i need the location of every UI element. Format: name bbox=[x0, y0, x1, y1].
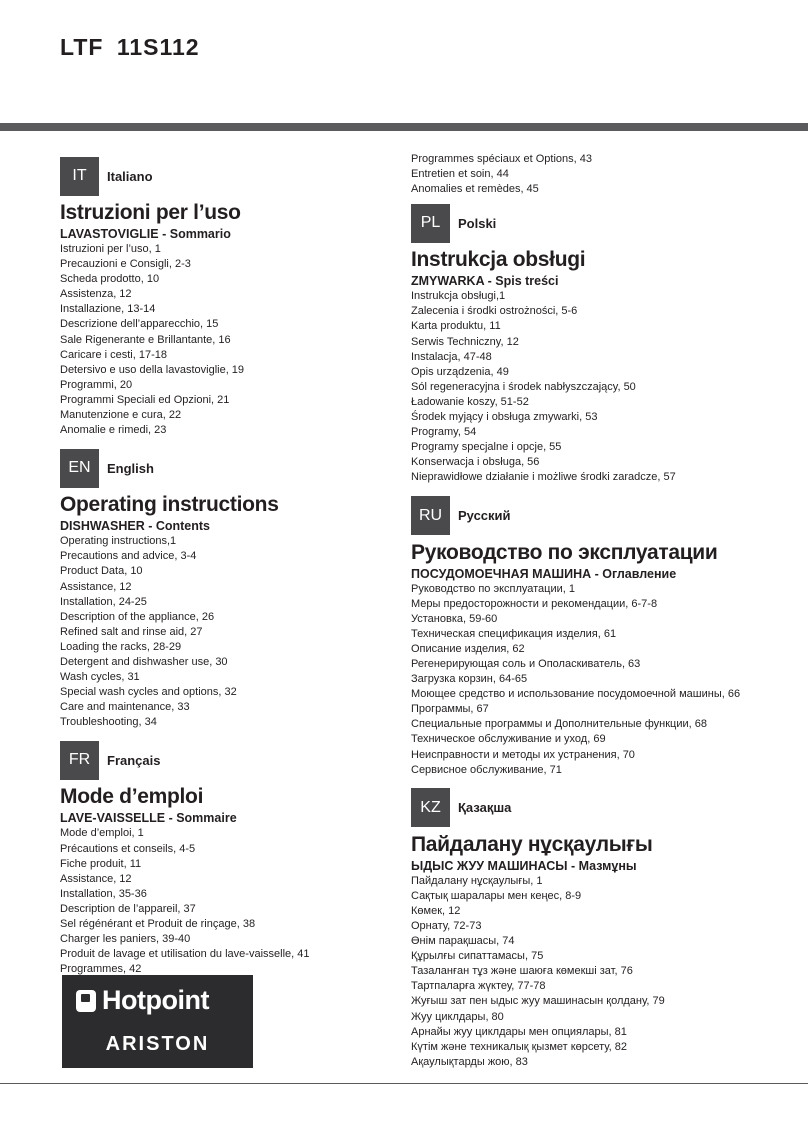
language-header bbox=[60, 448, 450, 488]
contents-item: Sale Rigenerante e Brillantante, 16 bbox=[60, 333, 231, 346]
section-title: Пайдалану нұсқаулығы bbox=[411, 832, 653, 856]
language-code-badge: RU bbox=[411, 496, 450, 535]
contents-item: Anomalie e rimedi, 23 bbox=[60, 424, 167, 437]
contents-item: Тазаланған тұз және шаюға көмекші зат, 76 bbox=[411, 965, 633, 978]
section-subtitle: ZMYWARKA - Spis treści bbox=[411, 274, 559, 289]
section-subtitle: ПОСУДОМОЕЧНАЯ МАШИНА - Оглавление bbox=[411, 566, 677, 581]
contents-list bbox=[60, 534, 450, 730]
section-title: Istruzioni per l’uso bbox=[60, 201, 241, 224]
contents-item: Précautions et conseils, 4-5 bbox=[60, 842, 196, 855]
contents-item: Precautions and advice, 3-4 bbox=[60, 550, 197, 563]
contents-item: Description de l’appareil, 37 bbox=[60, 902, 196, 915]
language-code-badge: IT bbox=[60, 157, 99, 196]
contents-item: Entretien et soin, 44 bbox=[411, 168, 509, 181]
contents-item: Programy, 54 bbox=[411, 426, 477, 439]
contents-item: Неисправности и методы их устранения, 70 bbox=[411, 748, 635, 761]
contents-item: Instrukcja obsługi,1 bbox=[411, 290, 506, 303]
contents-item: Konserwacja i obsługa, 56 bbox=[411, 456, 540, 469]
contents-item: Установка, 59-60 bbox=[411, 612, 498, 625]
contents-item: Пайдалану нұсқаулығы, 1 bbox=[411, 874, 543, 887]
contents-list bbox=[60, 826, 450, 977]
contents-item: Ładowanie koszy, 51-52 bbox=[411, 395, 529, 408]
contents-item: Ақаулықтарды жою, 83 bbox=[411, 1055, 528, 1068]
contents-item: Manutenzione e cura, 22 bbox=[60, 409, 182, 422]
contents-item: Күтім және техникалық қызмет көрсету, 82 bbox=[411, 1040, 627, 1053]
contents-item: Sól regeneracyjna i środek nabłyszczający, 50 bbox=[411, 380, 636, 393]
contents-item: Detergent and dishwasher use, 30 bbox=[60, 655, 228, 668]
contents-item: Precauzioni e Consigli, 2-3 bbox=[60, 258, 191, 271]
contents-item: Operating instructions,1 bbox=[60, 535, 177, 548]
contents-list bbox=[60, 242, 450, 438]
brand-sub: ARISTON bbox=[105, 1033, 210, 1055]
contents-item: Środek myjący i obsługa zmywarki, 53 bbox=[411, 411, 598, 424]
section-kazakh bbox=[411, 788, 801, 1070]
contents-item: Nieprawidłowe działanie i możliwe środki zaradcze, 57 bbox=[411, 471, 676, 484]
contents-item: Opis urządzenia, 49 bbox=[411, 365, 509, 378]
contents-item: Fiche produit, 11 bbox=[60, 857, 142, 870]
contents-item: Жуғыш зат пен ыдыс жуу машинасын қолдану, 79 bbox=[411, 995, 665, 1008]
contents-item: Сақтық шаралары мен кеңес, 8-9 bbox=[411, 889, 582, 902]
contents-item: Загрузка корзин, 64-65 bbox=[411, 673, 528, 686]
contents-item: Моющее средство и использование посудомоечной машины, 66 bbox=[411, 688, 741, 701]
contents-item: Тартпаларға жүктеу, 77-78 bbox=[411, 980, 546, 993]
contents-item: Programmi, 20 bbox=[60, 378, 133, 391]
contents-item: Құрылғы сипаттамасы, 75 bbox=[411, 950, 544, 963]
section-subtitle: LAVASTOVIGLIE - Sommario bbox=[60, 227, 231, 241]
section-french bbox=[60, 740, 450, 977]
language-name: Italiano bbox=[107, 168, 153, 184]
section-subtitle: ЫДЫС ЖУУ МАШИНАСЫ - Мазмұны bbox=[411, 858, 637, 873]
contents-item: Сервисное обслуживание, 71 bbox=[411, 763, 562, 776]
language-header bbox=[411, 203, 801, 243]
language-code-badge: FR bbox=[60, 741, 99, 780]
language-code-badge: KZ bbox=[411, 788, 450, 827]
contents-item: Программы, 67 bbox=[411, 703, 489, 716]
language-name: Polski bbox=[458, 215, 497, 231]
contents-list bbox=[411, 582, 801, 778]
contents-item: Programmes spéciaux et Options, 43 bbox=[411, 153, 592, 165]
contents-list bbox=[411, 289, 801, 485]
section-russian bbox=[411, 496, 801, 778]
contents-item: Mode d’emploi, 1 bbox=[60, 827, 144, 840]
contents-item: Техническая спецификация изделия, 61 bbox=[411, 627, 617, 640]
header-divider bbox=[0, 123, 808, 131]
contents-item: Assistance, 12 bbox=[60, 872, 132, 885]
language-code-badge: EN bbox=[60, 449, 99, 488]
contents-item: Charger les paniers, 39-40 bbox=[60, 933, 191, 946]
contents-item: Техническое обслуживание и уход, 69 bbox=[411, 733, 606, 746]
language-name: English bbox=[107, 460, 154, 476]
language-header bbox=[60, 740, 450, 780]
section-title: Instrukcja obsługi bbox=[411, 248, 586, 272]
language-header bbox=[411, 496, 801, 536]
contents-item: Жуу циклдары, 80 bbox=[411, 1010, 504, 1023]
contents-item: Wash cycles, 31 bbox=[60, 671, 140, 684]
left-column bbox=[60, 156, 450, 977]
contents-item: Caricare i cesti, 17-18 bbox=[60, 348, 167, 361]
contents-item: Refined salt and rinse aid, 27 bbox=[60, 625, 203, 638]
section-subtitle: DISHWASHER - Contents bbox=[60, 519, 210, 534]
section-italian bbox=[60, 156, 450, 438]
contents-item: Scheda prodotto, 10 bbox=[60, 273, 160, 286]
section-title: Operating instructions bbox=[60, 493, 279, 517]
contents-item: Serwis Techniczny, 12 bbox=[411, 335, 519, 348]
contents-list bbox=[411, 874, 801, 1070]
contents-item: Anomalies et remèdes, 45 bbox=[411, 183, 539, 196]
contents-item: Assistance, 12 bbox=[60, 580, 132, 593]
contents-item: Меры предосторожности и рекомендации, 6-7-8 bbox=[411, 597, 658, 610]
contents-item: Sel régénérant et Produit de rinçage, 38 bbox=[60, 918, 256, 930]
brand-row bbox=[76, 985, 209, 1016]
contents-item: Special wash cycles and options, 32 bbox=[60, 686, 237, 699]
contents-item: Istruzioni per l’uso, 1 bbox=[60, 243, 161, 255]
contents-item: Loading the racks, 28-29 bbox=[60, 640, 182, 653]
language-header bbox=[411, 788, 801, 828]
contents-item: Installation, 35-36 bbox=[60, 887, 147, 900]
language-name: Қазақша bbox=[458, 800, 512, 816]
contents-item: Регенерирующая соль и Ополаскиватель, 63 bbox=[411, 657, 641, 670]
contents-item: Description of the appliance, 26 bbox=[60, 610, 215, 623]
contents-item: Programy specjalne i opcje, 55 bbox=[411, 441, 562, 454]
contents-item: Produit de lavage et utilisation du lave-vaisselle, 41 bbox=[60, 948, 310, 961]
contents-item: Өнім парақшасы, 74 bbox=[411, 935, 515, 948]
contents-item: Karta produktu, 11 bbox=[411, 320, 501, 333]
contents-item: Орнату, 72-73 bbox=[411, 920, 482, 932]
contents-item: Assistenza, 12 bbox=[60, 288, 132, 301]
contents-item: Programmes, 42 bbox=[60, 963, 142, 976]
contents-item: Detersivo e uso della lavastoviglie, 19 bbox=[60, 363, 245, 376]
contents-item: Installation, 24-25 bbox=[60, 595, 147, 608]
language-name: Русский bbox=[458, 508, 511, 523]
contents-item: Product Data, 10 bbox=[60, 565, 143, 578]
section-subtitle: LAVE-VAISSELLE - Sommaire bbox=[60, 811, 237, 826]
model-number: LTF 11S112 bbox=[60, 34, 200, 60]
contents-item: Troubleshooting, 34 bbox=[60, 716, 157, 729]
section-polish bbox=[411, 203, 801, 485]
french-contents-continued bbox=[411, 152, 801, 197]
section-title: Mode d’emploi bbox=[60, 785, 204, 809]
contents-item: Арнайы жуу циклдары мен опциялары, 81 bbox=[411, 1025, 627, 1038]
hotpoint-mark-icon bbox=[76, 990, 96, 1012]
contents-item: Описание изделия, 62 bbox=[411, 642, 525, 655]
contents-item: Специальные программы и Дополнительные функции, 68 bbox=[411, 718, 707, 731]
contents-item: Care and maintenance, 33 bbox=[60, 701, 190, 714]
hotpoint-ariston-logo bbox=[62, 975, 253, 1068]
language-header bbox=[60, 156, 450, 196]
language-name: Français bbox=[107, 752, 161, 768]
contents-item: Zalecenia i środki ostrożności, 5-6 bbox=[411, 305, 578, 318]
contents-item: Көмек, 12 bbox=[411, 904, 461, 917]
section-title: Руководство по эксплуатации bbox=[411, 540, 718, 564]
contents-item: Instalacja, 47-48 bbox=[411, 350, 492, 363]
section-english bbox=[60, 448, 450, 730]
contents-item: Руководство по эксплуатации, 1 bbox=[411, 582, 575, 595]
footer-divider bbox=[0, 1083, 808, 1084]
contents-item: Descrizione dell’apparecchio, 15 bbox=[60, 318, 219, 331]
contents-item: Installazione, 13-14 bbox=[60, 303, 156, 316]
brand-name: Hotpoint bbox=[102, 985, 209, 1015]
contents-item: Programmi Speciali ed Opzioni, 21 bbox=[60, 393, 230, 406]
right-column bbox=[411, 152, 801, 1070]
language-code-badge: PL bbox=[411, 204, 450, 243]
